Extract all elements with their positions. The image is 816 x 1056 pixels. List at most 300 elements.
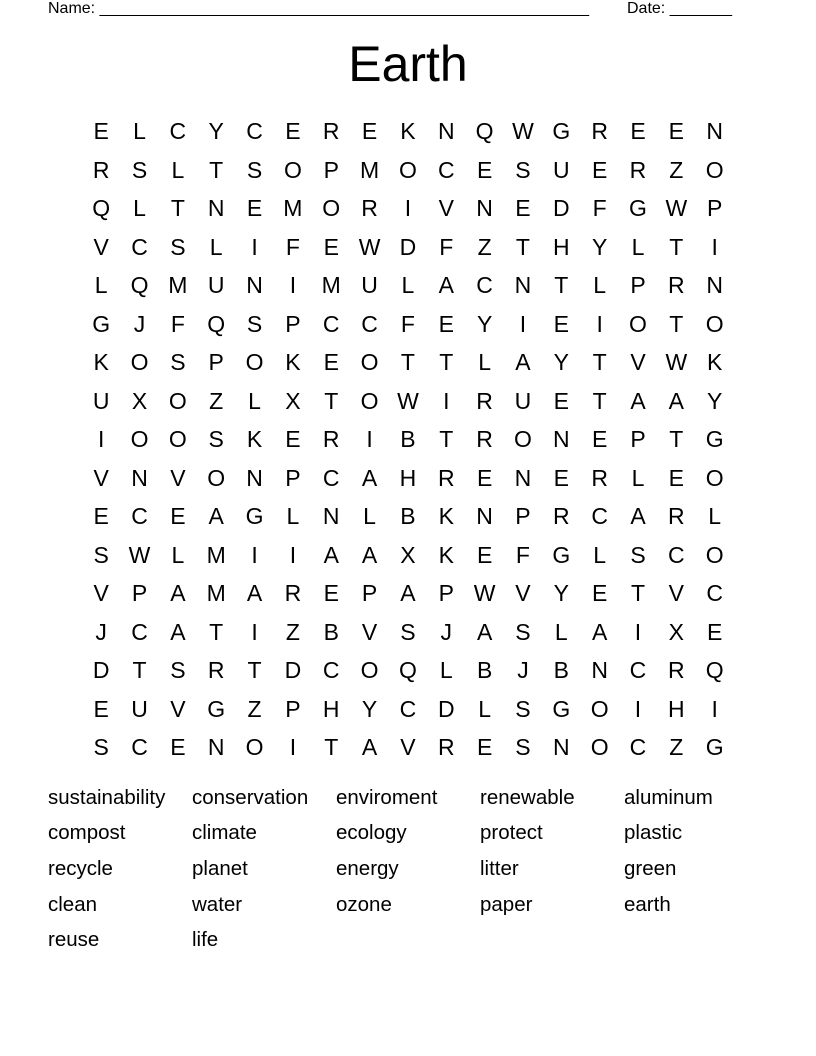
grid-letter: A (438, 272, 454, 298)
grid-letter: L (478, 695, 491, 722)
grid-letter: T (592, 387, 607, 414)
grid-letter: T (669, 233, 684, 260)
grid-letter: I (634, 618, 642, 645)
grid-letter: Y (707, 387, 723, 414)
grid-letter: L (593, 541, 607, 568)
grid-letter: D (552, 195, 570, 221)
grid-letter: V (400, 734, 416, 760)
grid-letter: O (398, 156, 417, 183)
grid-letter: T (170, 195, 185, 221)
grid-letter: K (246, 426, 263, 452)
grid-letter: V (93, 464, 109, 491)
grid-letter: U (552, 156, 570, 183)
grid-letter: I (289, 734, 297, 760)
grid-row (82, 420, 734, 459)
grid-letter: E (93, 118, 109, 144)
grid-letter: A (476, 618, 493, 645)
grid-letter: F (285, 233, 300, 260)
word-bank-item: aluminum (624, 785, 713, 809)
grid-letter: L (593, 272, 607, 298)
grid-letter: C (131, 503, 148, 529)
grid-letter: C (437, 156, 455, 183)
grid-letter: L (94, 272, 108, 298)
grid-row (82, 651, 734, 690)
grid-letter: N (207, 734, 225, 760)
grid-letter: Y (361, 695, 378, 722)
grid-letter: N (552, 734, 570, 760)
grid-letter: H (552, 233, 570, 260)
grid-letter: F (400, 310, 415, 337)
grid-letter: C (131, 618, 148, 645)
word-bank-row (48, 851, 768, 887)
grid-letter: R (284, 580, 302, 606)
word-bank-item: renewable (480, 785, 575, 809)
grid-letter: I (711, 695, 718, 722)
grid-letter: O (705, 310, 724, 337)
grid-letter: N (131, 464, 148, 491)
grid-letter: D (284, 657, 302, 683)
grid-letter: T (630, 580, 646, 606)
grid-letter: Y (591, 233, 608, 260)
grid-letter: S (170, 349, 186, 375)
grid-letter: E (707, 618, 723, 645)
grid-letter: R (668, 503, 685, 529)
grid-letter: L (439, 657, 453, 683)
grid-letter: O (514, 426, 532, 452)
grid-letter: L (401, 272, 415, 298)
grid-letter: A (323, 541, 339, 568)
word-bank-row (48, 922, 768, 958)
grid-letter: I (289, 272, 297, 298)
grid-letter: R (437, 734, 455, 760)
grid-letter: E (361, 118, 378, 144)
grid-letter: N (514, 464, 532, 491)
grid-letter: U (207, 272, 225, 298)
grid-letter: A (361, 734, 378, 760)
grid-letter: L (133, 195, 146, 221)
grid-letter: V (668, 580, 684, 606)
grid-letter: U (92, 387, 110, 414)
grid-letter: A (668, 387, 684, 414)
grid-letter: Q (475, 118, 494, 144)
grid-letter: L (286, 503, 300, 529)
grid-letter: P (630, 272, 646, 298)
grid-letter: A (400, 580, 416, 606)
grid-letter: D (92, 657, 110, 683)
grid-letter: L (171, 156, 185, 183)
grid-letter: E (323, 349, 339, 375)
grid-letter: I (634, 695, 642, 722)
grid-letter: Z (247, 695, 262, 722)
word-bank-item: litter (480, 856, 519, 880)
grid-letter: G (552, 118, 571, 144)
grid-letter: S (515, 695, 531, 722)
grid-letter: K (438, 541, 454, 568)
grid-letter: E (553, 310, 569, 337)
word-bank-item: conservation (192, 785, 309, 809)
grid-letter: S (515, 156, 531, 183)
grid-letter: I (443, 387, 450, 414)
grid-letter: O (130, 426, 149, 452)
grid-letter: S (170, 233, 186, 260)
grid-letter: E (438, 310, 454, 337)
grid-letter: N (207, 195, 225, 221)
grid-letter: J (440, 618, 453, 645)
grid-letter: J (133, 310, 146, 337)
grid-letter: I (251, 618, 258, 645)
grid-letter: G (245, 503, 264, 529)
grid-letter: P (361, 580, 378, 606)
grid-letter: E (553, 464, 569, 491)
grid-letter: I (289, 541, 297, 568)
grid-letter: C (131, 734, 148, 760)
grid-letter: X (668, 618, 684, 645)
grid-letter: I (519, 310, 527, 337)
grid-letter: C (169, 118, 187, 144)
grid-letter: R (591, 118, 608, 144)
word-bank-item: protect (480, 821, 543, 845)
grid-letter: A (361, 541, 378, 568)
word-bank-item: life (192, 928, 219, 952)
grid-letter: G (552, 695, 571, 722)
word-bank-row (48, 780, 768, 816)
grid-letter: N (591, 657, 608, 683)
grid-letter: C (361, 310, 378, 337)
grid-letter: W (665, 349, 688, 375)
grid-letter: C (706, 580, 723, 606)
grid-letter: C (131, 233, 148, 260)
grid-letter: N (322, 503, 340, 529)
grid-letter: L (708, 503, 722, 529)
word-bank-item: sustainability (48, 785, 166, 809)
word-bank-row (48, 887, 768, 923)
grid-letter: S (93, 734, 109, 760)
grid-letter: I (711, 233, 718, 260)
grid-letter: E (170, 503, 186, 529)
grid-letter: K (707, 349, 723, 375)
grid-row (82, 266, 734, 305)
grid-letter: R (668, 657, 685, 683)
grid-letter: E (476, 156, 493, 183)
grid-letter: B (323, 618, 339, 645)
grid-letter: E (515, 195, 531, 221)
grid-letter: E (323, 580, 339, 606)
grid-letter: V (361, 618, 378, 645)
word-bank-item: earth (624, 892, 671, 916)
grid-letter: X (285, 387, 301, 414)
grid-letter: E (668, 118, 684, 144)
grid-letter: E (93, 503, 109, 529)
grid-letter: E (285, 426, 301, 452)
grid-letter: B (476, 657, 493, 683)
grid-letter: Q (705, 657, 724, 683)
word-bank-item: ecology (336, 821, 407, 845)
grid-letter: C (668, 541, 685, 568)
grid-letter: P (285, 464, 301, 491)
grid-letter: C (246, 118, 263, 144)
grid-letter: T (132, 657, 147, 683)
grid-letter: S (246, 310, 263, 337)
grid-letter: G (207, 695, 226, 722)
grid-letter: E (553, 387, 569, 414)
grid-letter: N (514, 272, 532, 298)
grid-letter: C (399, 695, 417, 722)
word-bank-item: clean (48, 892, 98, 916)
grid-letter: I (97, 426, 105, 452)
grid-letter: C (591, 503, 608, 529)
grid-letter: R (629, 156, 647, 183)
grid-letter: T (669, 310, 684, 337)
grid-row (82, 343, 734, 382)
grid-letter: U (131, 695, 148, 722)
word-bank-item: ozone (336, 892, 392, 916)
grid-row (82, 112, 734, 151)
grid-letter: T (554, 272, 569, 298)
grid-row (82, 228, 734, 267)
grid-letter: P (707, 195, 723, 221)
name-field-label: Name: _______________________________________________________ (48, 0, 589, 17)
grid-letter: G (629, 195, 647, 221)
word-bank-item: climate (192, 821, 257, 845)
grid-letter: E (591, 426, 608, 452)
grid-letter: W (397, 387, 419, 414)
grid-letter: Q (398, 657, 417, 683)
grid-letter: H (668, 695, 685, 722)
grid-letter: A (630, 503, 646, 529)
grid-letter: A (361, 464, 378, 491)
grid-row (82, 382, 734, 421)
grid-letter: R (361, 195, 378, 221)
grid-letter: O (322, 195, 341, 221)
grid-letter: R (552, 503, 570, 529)
grid-letter: E (323, 233, 339, 260)
grid-letter: P (285, 310, 301, 337)
grid-letter: W (512, 118, 534, 144)
grid-letter: I (596, 310, 603, 337)
grid-letter: D (437, 695, 455, 722)
grid-letter: O (168, 426, 187, 452)
grid-letter: R (437, 464, 455, 491)
grid-letter: W (128, 541, 151, 568)
grid-letter: N (246, 272, 263, 298)
grid-letter: B (553, 657, 569, 683)
grid-letter: S (400, 618, 416, 645)
grid-letter: O (168, 387, 187, 414)
grid-letter: L (631, 464, 645, 491)
grid-letter: Q (130, 272, 149, 298)
grid-letter: G (552, 541, 571, 568)
word-bank-item: compost (48, 821, 126, 845)
grid-letter: E (476, 464, 493, 491)
grid-letter: I (404, 195, 412, 221)
grid-letter: S (208, 426, 224, 452)
grid-row (82, 305, 734, 344)
grid-letter: L (133, 118, 146, 144)
date-field-label: Date: _______ (627, 0, 732, 17)
grid-letter: T (324, 387, 339, 414)
grid-letter: O (130, 349, 149, 375)
grid-letter: K (400, 118, 416, 144)
grid-letter: L (478, 349, 491, 375)
grid-letter: C (629, 734, 647, 760)
grid-letter: T (592, 349, 607, 375)
grid-row (82, 613, 734, 652)
grid-letter: M (206, 580, 226, 606)
grid-letter: T (439, 349, 454, 375)
grid-letter: T (669, 426, 684, 452)
grid-letter: G (92, 310, 111, 337)
grid-letter: R (322, 118, 340, 144)
grid-letter: C (629, 657, 647, 683)
grid-letter: Z (209, 387, 224, 414)
grid-letter: B (400, 503, 416, 529)
grid-letter: A (170, 618, 186, 645)
grid-letter: J (517, 657, 529, 683)
grid-letter: E (170, 734, 186, 760)
grid-letter: S (515, 618, 531, 645)
grid-letter: A (170, 580, 186, 606)
grid-letter: V (515, 580, 531, 606)
word-bank-item: planet (192, 856, 248, 880)
grid-letter: V (438, 195, 454, 221)
grid-letter: L (554, 618, 568, 645)
grid-letter: N (706, 272, 723, 298)
grid-letter: U (361, 272, 378, 298)
grid-letter: T (515, 233, 530, 260)
page-title: Earth (348, 36, 468, 92)
grid-letter: A (246, 580, 263, 606)
grid-letter: B (400, 426, 416, 452)
grid-letter: P (285, 695, 301, 722)
word-bank-item: water (192, 892, 243, 916)
grid-letter: P (323, 156, 339, 183)
grid-letter: A (208, 503, 224, 529)
grid-letter: P (438, 580, 454, 606)
grid-letter: E (630, 118, 646, 144)
grid-letter: O (283, 156, 302, 183)
grid-letter: O (360, 657, 379, 683)
word-bank-item: paper (480, 892, 533, 916)
grid-letter: S (93, 541, 109, 568)
grid-letter: C (322, 310, 340, 337)
word-search-grid (82, 112, 734, 767)
grid-letter: Q (92, 195, 111, 221)
grid-letter: M (283, 195, 303, 221)
word-bank-item: energy (336, 856, 399, 880)
grid-letter: N (706, 118, 723, 144)
grid-letter: T (324, 734, 339, 760)
grid-letter: O (590, 695, 609, 722)
grid-letter: X (400, 541, 416, 568)
grid-letter: V (93, 233, 109, 260)
grid-letter: S (246, 156, 263, 183)
grid-letter: W (358, 233, 381, 260)
grid-letter: O (207, 464, 226, 491)
grid-row (82, 151, 734, 190)
grid-letter: G (705, 426, 724, 452)
grid-letter: L (209, 233, 223, 260)
grid-letter: X (131, 387, 148, 414)
grid-letter: W (473, 580, 496, 606)
word-bank-item: green (624, 856, 677, 880)
grid-letter: H (399, 464, 417, 491)
grid-letter: M (321, 272, 341, 298)
grid-letter: K (438, 503, 454, 529)
grid-letter: E (476, 541, 493, 568)
grid-letter: J (95, 618, 107, 645)
grid-letter: H (322, 695, 340, 722)
grid-letter: W (665, 195, 688, 221)
grid-letter: V (93, 580, 109, 606)
grid-letter: D (399, 233, 417, 260)
grid-letter: R (207, 657, 225, 683)
grid-letter: O (245, 734, 264, 760)
grid-letter: E (591, 156, 608, 183)
grid-letter: F (515, 541, 530, 568)
grid-letter: F (439, 233, 454, 260)
word-bank-item: reuse (48, 928, 100, 952)
grid-letter: V (630, 349, 646, 375)
grid-letter: V (170, 695, 186, 722)
grid-letter: N (552, 426, 570, 452)
grid-letter: R (668, 272, 685, 298)
grid-letter: P (515, 503, 531, 529)
grid-letter: O (360, 349, 379, 375)
grid-letter: E (93, 695, 109, 722)
word-bank-item: plastic (624, 821, 683, 845)
grid-letter: L (171, 541, 185, 568)
grid-letter: O (705, 156, 724, 183)
grid-row (82, 690, 734, 729)
grid-letter: Y (553, 349, 569, 375)
grid-letter: Z (669, 734, 684, 760)
grid-letter: L (631, 233, 645, 260)
grid-letter: N (246, 464, 263, 491)
grid-letter: G (705, 734, 724, 760)
grid-row (82, 728, 734, 767)
grid-letter: L (363, 503, 376, 529)
grid-letter: R (476, 387, 493, 414)
word-bank-item: recycle (48, 856, 113, 880)
grid-letter: S (515, 734, 531, 760)
grid-letter: E (591, 580, 608, 606)
grid-letter: K (93, 349, 109, 375)
worksheet-header (48, 0, 748, 20)
grid-row (82, 189, 734, 228)
grid-letter: V (170, 464, 186, 491)
grid-letter: R (476, 426, 493, 452)
grid-letter: M (168, 272, 188, 298)
grid-letter: R (591, 464, 608, 491)
grid-letter: P (208, 349, 224, 375)
grid-row (82, 536, 734, 575)
grid-letter: O (705, 464, 724, 491)
word-bank-item: enviroment (336, 785, 438, 809)
grid-letter: E (668, 464, 684, 491)
grid-letter: S (630, 541, 646, 568)
grid-letter: O (590, 734, 609, 760)
grid-letter: A (630, 387, 646, 414)
grid-letter: T (439, 426, 454, 452)
grid-letter: O (360, 387, 379, 414)
grid-letter: R (322, 426, 340, 452)
grid-letter: M (206, 541, 226, 568)
grid-letter: C (476, 272, 493, 298)
grid-letter: I (251, 541, 258, 568)
grid-letter: T (247, 657, 262, 683)
grid-letter: E (246, 195, 263, 221)
grid-letter: I (251, 233, 258, 260)
